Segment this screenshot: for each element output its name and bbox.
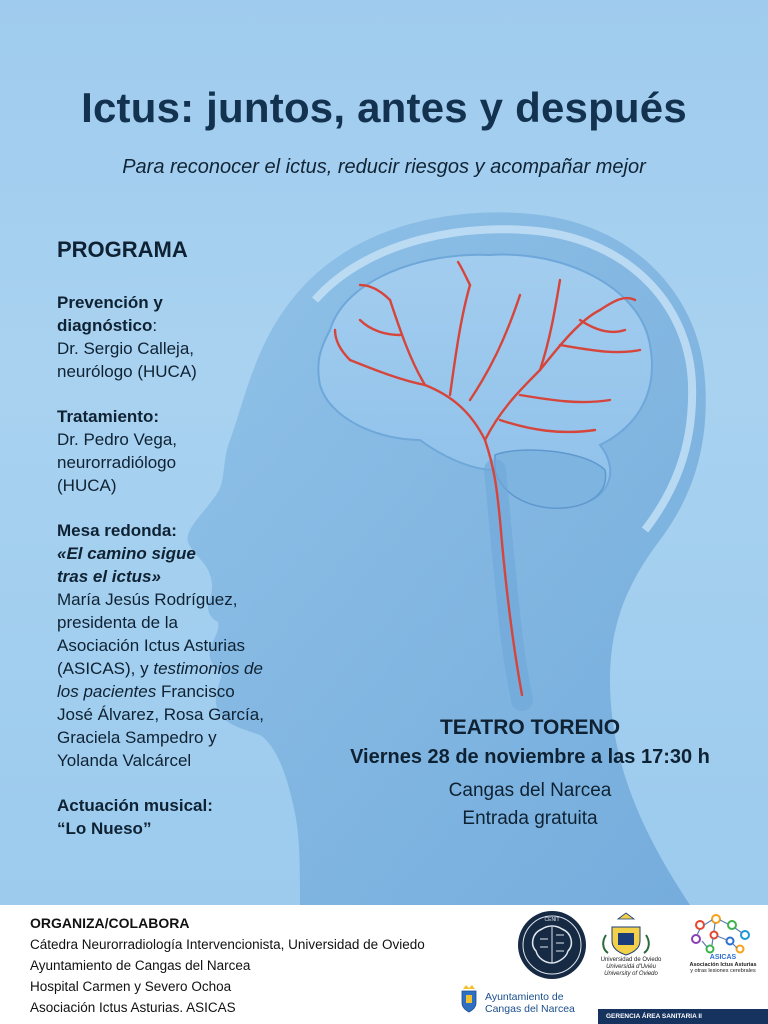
program-item-testimonies: los pacientes [57,682,157,701]
program-item-treatment [57,405,307,497]
program-item-speaker: (HUCA) [57,476,117,495]
cenit-logo [518,911,586,979]
asicas-caption [683,955,763,975]
program-item-speaker: José Álvarez, Rosa García, [57,705,264,724]
program-item-music [57,794,307,840]
organizer-item: Ayuntamiento de Cangas del Narcea [30,958,251,973]
program-item-title: Actuación musical: [57,796,213,815]
organizers-label: ORGANIZA/COLABORA [30,915,190,931]
asicas-line: y otras lesiones cerebrales [690,968,756,974]
event-entry: Entrada gratuita [462,808,598,829]
program-item-title: Mesa redonda: [57,521,177,540]
program-heading: PROGRAMA [57,237,188,262]
program-item-speaker: Dr. Pedro Vega, [57,430,178,449]
program-item-prevention: Prevención y diagnóstico: Dr. Sergio Calleja, neurólogo (HUCA) [57,291,307,383]
program-item-testimonies: testimonios de [153,659,263,678]
municipality-line: Cangas del Narcea [485,1003,575,1015]
poster-title: Ictus: juntos, antes y después [81,84,687,131]
municipal-crest-logo [462,985,476,1012]
program-item-speaker: Francisco [160,682,235,701]
program-item-speaker: neurorradiólogo [57,453,177,472]
program-item-speaker: Asociación Ictus Asturias [57,636,246,655]
university-name-english: University of Oviedo [604,971,658,977]
program-item-title: Tratamiento: [57,407,160,426]
event-info [320,716,740,833]
program-item-speaker: María Jesús Rodríguez, [57,590,238,609]
asicas-logo [692,915,749,953]
organizer-item: Asociación Ictus Asturias. ASICAS [30,1000,236,1015]
program-item-speaker: neurólogo (HUCA) [57,362,197,381]
event-venue: TEATRO TORENO [439,716,621,739]
asicas-line: Asociación Ictus Asturias [689,961,757,968]
program-item-speaker: Yolanda Valcárcel [57,751,192,770]
organizer-item: Hospital Carmen y Severo Ochoa [30,979,232,994]
footer [0,905,768,1024]
program-item-speaker: (ASICAS), y [57,659,149,678]
municipality-caption [485,991,575,1015]
poster-subtitle: Para reconocer el ictus, reducir riesgos y acompañar mejor [122,156,646,178]
program-item-speaker: Graciela Sampedro y [57,728,217,747]
music-group-name: “Lo Nueso” [57,819,152,838]
program-item-speaker: Dr. Sergio Calleja, [57,339,195,358]
program-item-title: diagnóstico [57,316,153,335]
municipality-line: Ayuntamiento de [485,991,564,1003]
event-date: Viernes 28 de noviembre a las 17:30 h [350,746,710,768]
event-place: Cangas del Narcea [448,780,612,801]
university-name-asturian: Universidá d'Uviéu [606,964,656,970]
organizer-item: Cátedra Neurorradiología Intervencionista, Universidad de Oviedo [30,937,425,952]
roundtable-quote: «El camino sigue [57,544,196,563]
program-section [57,238,307,862]
roundtable-quote: tras el ictus» [57,567,161,586]
health-area-bar: GERENCIA ÁREA SANITARIA II [598,1009,768,1024]
cenit-label: CENIT [544,917,560,923]
asicas-name: ASICAS [709,954,737,961]
program-item-speaker: presidenta de la [57,613,178,632]
university-name: Universidad de Oviedo [600,957,662,963]
university-crest-logo [603,913,649,955]
university-caption [596,957,666,978]
program-item-roundtable [57,519,307,772]
program-item-title: Prevención y [57,293,163,312]
